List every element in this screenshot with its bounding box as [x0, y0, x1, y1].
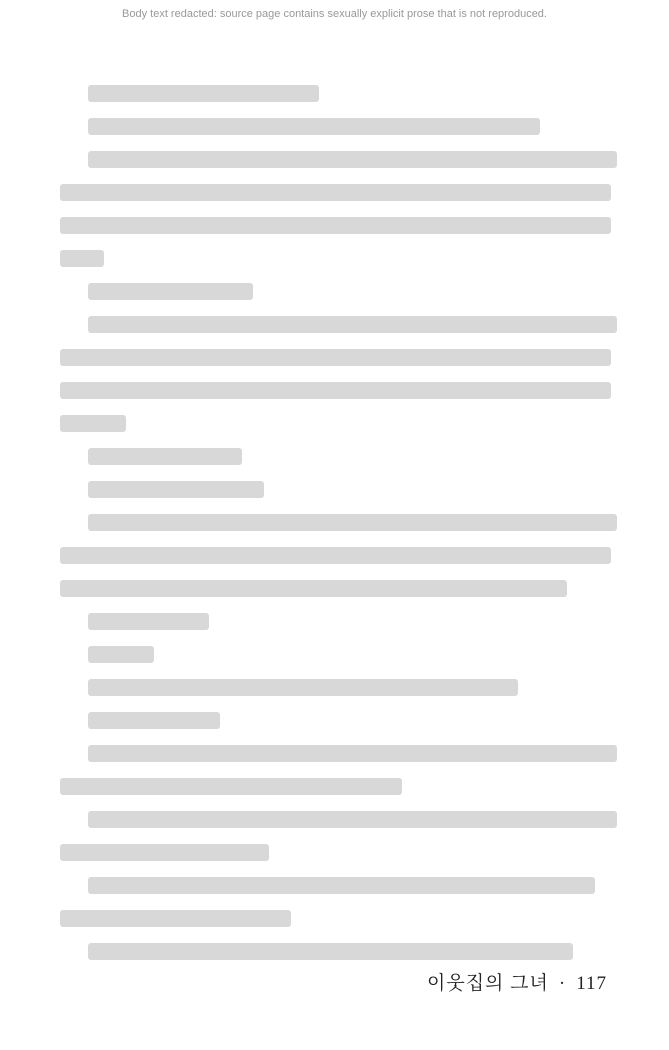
- redacted-text-line: [60, 250, 104, 267]
- redacted-text-line: [88, 514, 617, 531]
- redacted-text-line: [88, 943, 573, 960]
- page-number: 117: [576, 973, 607, 994]
- redacted-text-line: [88, 811, 617, 828]
- separator: ·: [558, 973, 567, 994]
- redacted-text-line: [88, 745, 617, 762]
- redacted-text-line: [88, 448, 242, 465]
- redacted-text-line: [60, 349, 611, 366]
- redacted-text-line: [88, 877, 595, 894]
- redacted-text-line: [60, 184, 611, 201]
- redacted-text-line: [88, 118, 540, 135]
- redacted-text-line: [60, 547, 611, 564]
- redacted-text-line: [88, 646, 154, 663]
- redacted-text-block: [60, 85, 611, 960]
- page-footer: [427, 968, 607, 995]
- redaction-note: Body text redacted: source page contains sexually explicit prose that is not reproduced.: [122, 8, 547, 20]
- redacted-text-line: [60, 580, 567, 597]
- redacted-text-line: [60, 415, 126, 432]
- redacted-text-line: [88, 613, 209, 630]
- redacted-text-line: [88, 85, 319, 102]
- redacted-text-line: [88, 283, 253, 300]
- redacted-text-line: [88, 151, 617, 168]
- redacted-text-line: [88, 679, 518, 696]
- redacted-text-line: [88, 712, 220, 729]
- redacted-text-line: [60, 778, 402, 795]
- redacted-text-line: [88, 481, 264, 498]
- book-title: 이웃집의 그녀: [427, 973, 549, 994]
- redacted-text-line: [60, 382, 611, 399]
- redacted-text-line: [60, 910, 291, 927]
- redacted-text-line: [60, 844, 269, 861]
- redacted-text-line: [88, 316, 617, 333]
- redacted-text-line: [60, 217, 611, 234]
